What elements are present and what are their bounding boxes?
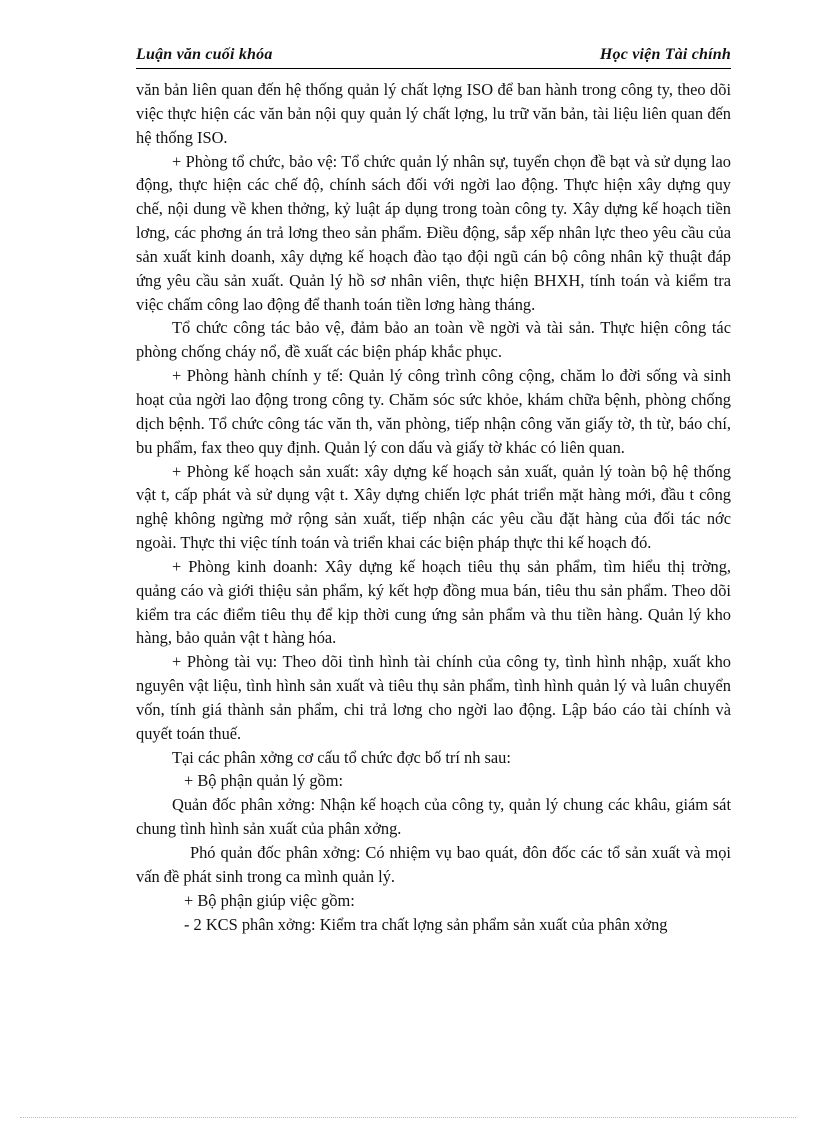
paragraph-deputy-manager: Phó quản đốc phân xởng: Có nhiệm vụ bao quát, đôn đốc các tổ sản xuất và mọi vấn đề phát sinh trong ca mình quản lý. [136, 843, 731, 886]
paragraph-admin-health-dept: + Phòng hành chính y tế: Quản lý công trình công cộng, chăm lo đời sống và sinh hoạt của ngời lao động trong công ty. Chăm sóc sức khỏe, khám chữa bệnh, phòng chống dịch bệnh. Tổ chức công tác văn th, văn phòng, tiếp nhận công văn giấy tờ, th từ, báo chí, bu phẩm, fax theo quy định. Quản lý con dấu và giấy tờ khác có liên quan. [136, 366, 731, 457]
paragraph-iso-docs: văn bản liên quan đến hệ thống quản lý chất lợng ISO để ban hành trong công ty, theo dõi việc thực hiện các văn bản nội quy quản lý chất lợng, lu trữ văn bản, tài liệu liên quan đến hệ thống ISO. [136, 80, 731, 147]
paragraph-workshop-structure: Tại các phân xởng cơ cấu tổ chức đợc bố trí nh sau: [172, 747, 511, 767]
paragraph-support-section: + Bộ phận giúp việc gồm: [184, 890, 355, 910]
document-body [136, 78, 731, 936]
page-header [136, 46, 731, 69]
footer-divider [20, 1117, 796, 1118]
paragraph-production-planning-dept: + Phòng kế hoạch sản xuất: xây dựng kế hoạch sản xuất, quản lý toàn bộ hệ thống vật t, cấp phát và sử dụng vật t. Xây dựng chiến lợc phát triển mặt hàng mới, đầu t công nghệ không ngừng mở rộng sản xuất, tiếp nhận các yêu cầu đặt hàng của đối tác nớc ngoài. Thực thi việc tính toán và triển khai các biện pháp thực thi kế hoạch đó. [136, 461, 731, 553]
paragraph-sales-dept: + Phòng kinh doanh: Xây dựng kế hoạch tiêu thụ sản phẩm, tìm hiểu thị trờng, quảng cáo và giới thiệu sản phẩm, ký kết hợp đồng mua bán, tiêu thu sản phẩm. Theo dõi kiểm tra các điểm tiêu thụ để kịp thời cung ứng sản phẩm và thu tiền hàng. Quản lý kho hàng, bảo quản vật t hàng hóa. [136, 556, 731, 648]
paragraph-management-section: + Bộ phận quản lý gồm: [184, 771, 344, 791]
paragraph-kcs: - 2 KCS phân xởng: Kiểm tra chất lợng sản phẩm sản xuất của phân xởng [184, 914, 668, 934]
paragraph-finance-dept: + Phòng tài vụ: Theo dõi tình hình tài chính của công ty, tình hình nhập, xuất kho nguyên vật liệu, tình hình sản xuất và tiêu thụ sản phẩm, tình hình quản lý và luân chuyển vốn, tính giá thành sản phẩm, chi trả lơng cho ngời lao động. Lập báo cáo tài chính và quyết toán thuế. [136, 652, 731, 743]
paragraph-security: Tổ chức công tác bảo vệ, đảm bảo an toàn về ngời và tài sản. Thực hiện công tác phòng chống cháy nổ, đề xuất các biện pháp khắc phục. [136, 318, 731, 362]
paragraph-workshop-manager: Quản đốc phân xởng: Nhận kế hoạch của công ty, quản lý chung các khâu, giám sát chung tình hình sản xuất của phân xởng. [136, 795, 731, 839]
header-right-title: Học viện Tài chính [599, 46, 731, 63]
header-left-title: Luận văn cuối khóa [136, 46, 273, 63]
paragraph-organization-dept: + Phòng tổ chức, bảo vệ: Tổ chức quản lý nhân sự, tuyển chọn đề bạt và sử dụng lao động, thực hiện các chế độ, chính sách đối với ngời lao động. Thực hiện xây dựng quy chế, nội dung về khen thởng, kỷ luật áp dụng trong toàn công ty. Xây dựng kế hoạch tiền lơng, các phơng án trả lơng theo sản phẩm. Điều động, sắp xếp nhân lực theo yêu cầu của sản xuất kinh doanh, xây dựng kế hoạch đào tạo đội ngũ cán bộ công nhân kỹ thuật đáp ứng yêu cầu sản xuất. Quản lý hồ sơ nhân viên, thực hiện BHXH, tính toán và kiểm tra việc chấm công lao động để thanh toán tiền lơng hàng tháng. [136, 151, 731, 314]
